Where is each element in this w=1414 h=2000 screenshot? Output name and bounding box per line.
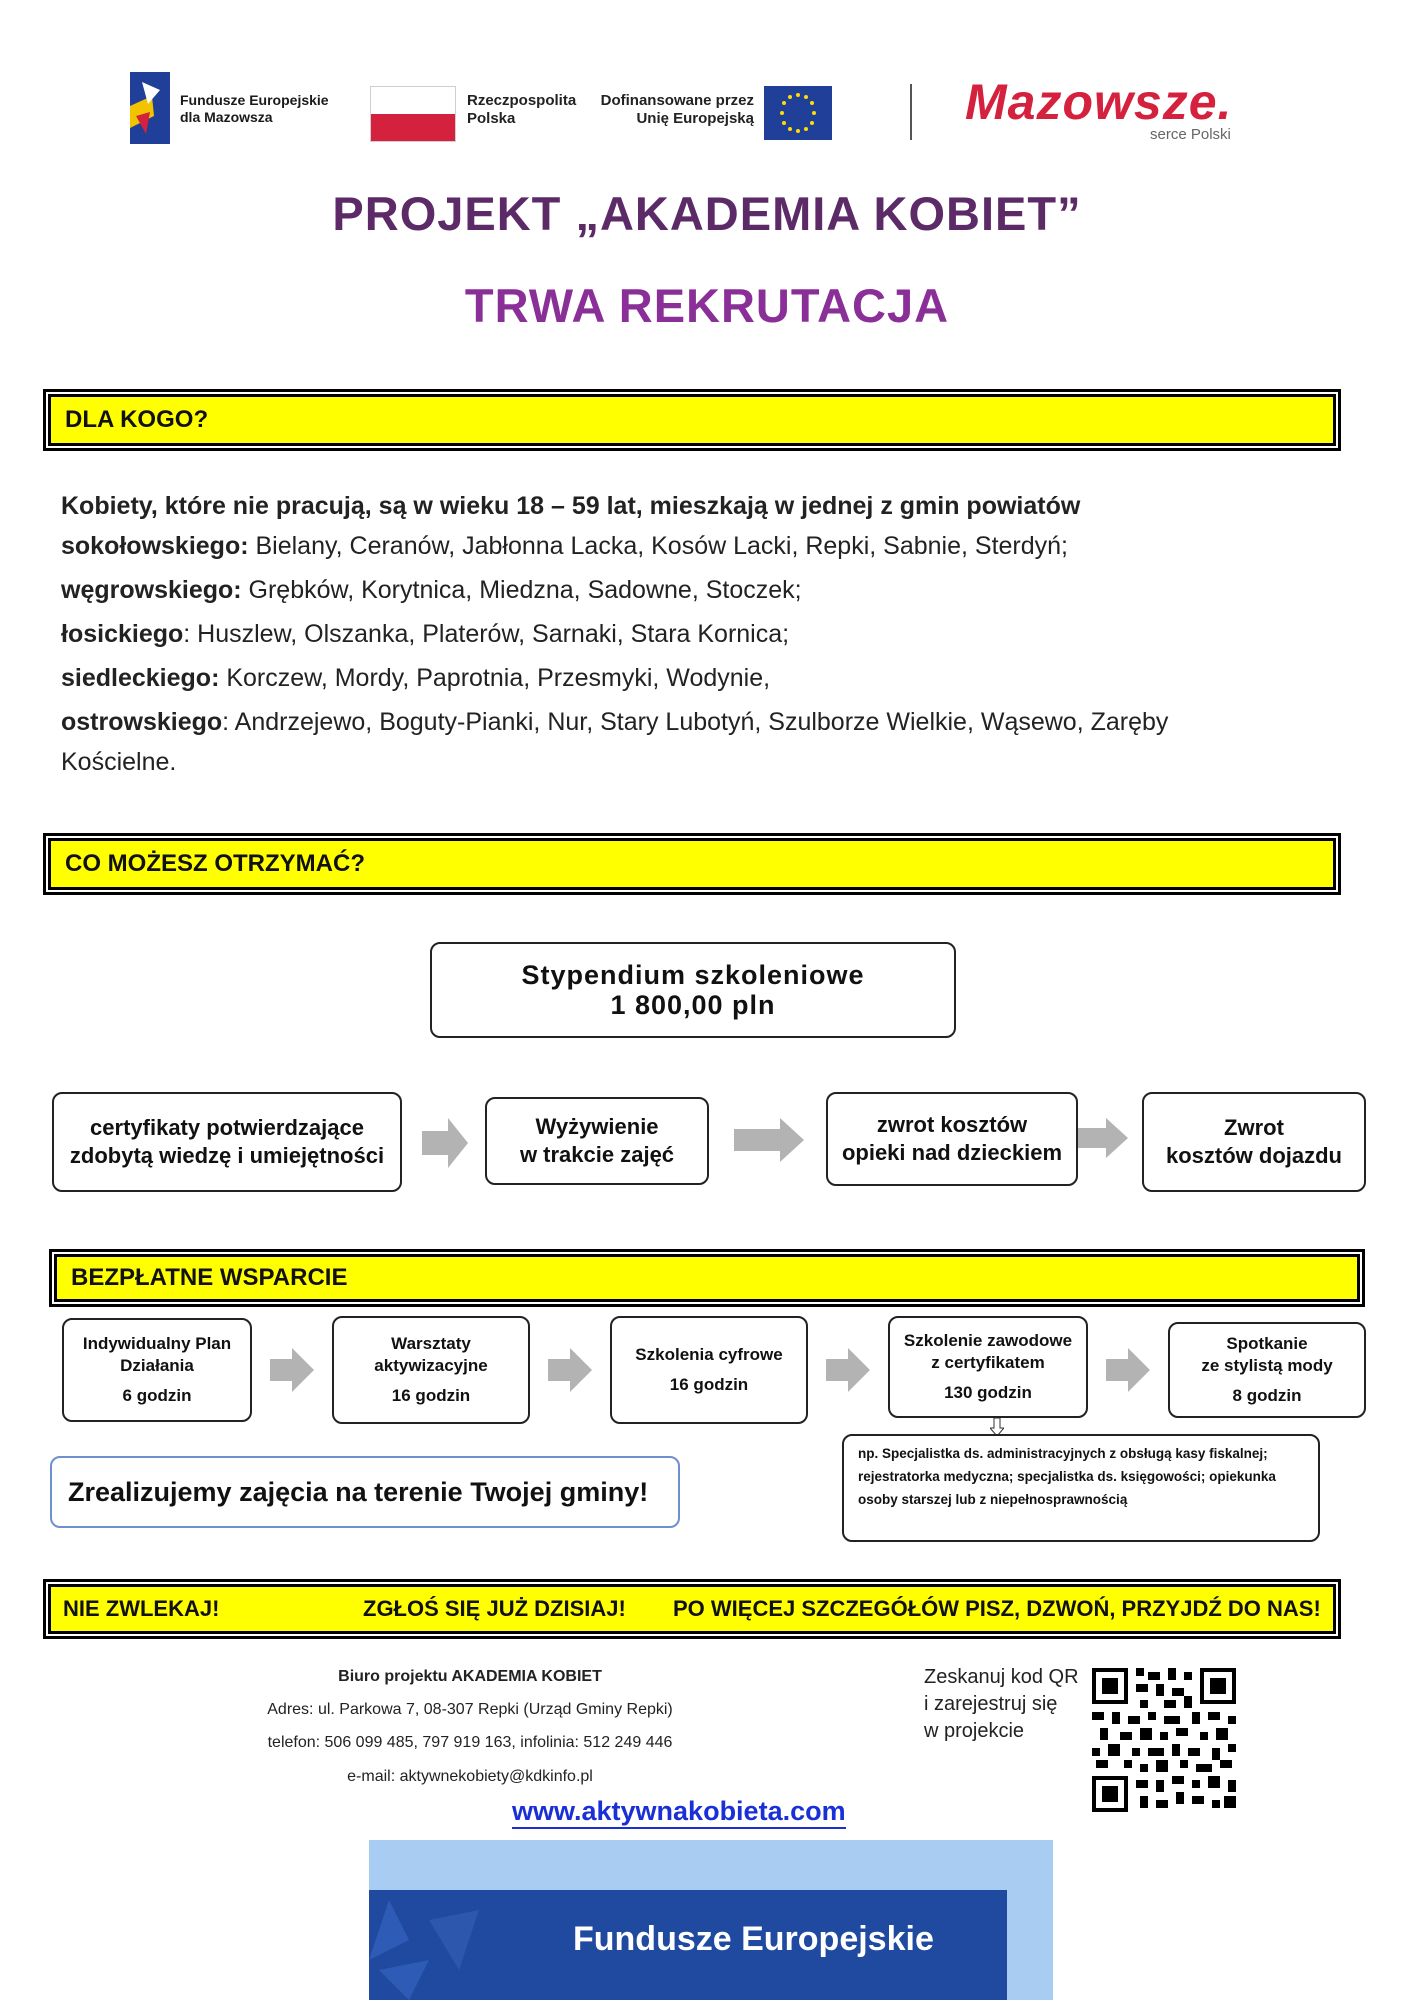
training-examples-box xyxy=(842,1434,1320,1542)
step-line1: Indywidualny Plan xyxy=(82,1334,232,1353)
flow-arrow-icon xyxy=(826,1348,870,1392)
training-examples-text: np. Specjalistka ds. administracyjnych z obsługą kasy fiskalnej; rejestratorka medyczna; specjalistka ds. księgowości; opiekunka osoby starszej lub z niepełnosprawnością xyxy=(858,1446,1276,1507)
local-note-text: Zrealizujemy zajęcia na terenie Twojej gminy! xyxy=(68,1476,649,1507)
support-step-box xyxy=(610,1316,808,1424)
page-title: PROJEKT „AKADEMIA KOBIET” xyxy=(332,187,1082,240)
district-name: węgrowskiego: xyxy=(61,576,242,604)
eu-funds-banner-inner xyxy=(369,1890,1007,2000)
district-gminy: Grębków, Korytnica, Miedzna, Sadowne, Stoczek; xyxy=(241,576,802,604)
district-name: siedleckiego: xyxy=(61,664,220,692)
benefit-line1: Zwrot xyxy=(1224,1115,1284,1140)
section-heading: CO MOŻESZ OTRZYMAĆ? xyxy=(65,850,365,877)
support-step-box xyxy=(332,1316,530,1424)
step-line2: Działania xyxy=(120,1356,194,1375)
qr-line1: Zeskanuj kod QR xyxy=(924,1666,1079,1688)
section-heading: BEZPŁATNE WSPARCIE xyxy=(71,1264,348,1291)
benefit-box xyxy=(52,1092,402,1192)
step-hours: 8 godzin xyxy=(1232,1386,1302,1405)
eu-funds-banner-text: Fundusze Europejskie xyxy=(573,1920,934,1958)
mazowsze-tagline: serce Polski xyxy=(1150,126,1231,143)
qr-code-icon[interactable] xyxy=(1092,1668,1236,1812)
step-line2: aktywizacyjne xyxy=(374,1356,488,1375)
district-line xyxy=(61,570,1361,610)
ue-logo-line1: Dofinansowane przez xyxy=(600,92,754,109)
district-name: ostrowskiego xyxy=(61,708,223,736)
benefit-line2: zdobytą wiedzę i umiejętności xyxy=(69,1143,385,1168)
stipend-box xyxy=(430,942,956,1038)
district-gminy: : Huszlew, Olszanka, Platerów, Sarnaki, Stara Kornica; xyxy=(183,620,790,648)
stars-decoration-icon xyxy=(369,1890,569,2000)
flow-arrow-icon xyxy=(422,1118,468,1168)
benefit-box xyxy=(485,1097,709,1185)
office-address: Adres: ul. Parkowa 7, 08-307 Repki (Urząd Gminy Repki) xyxy=(267,1701,673,1718)
district-line-continued: Kościelne. xyxy=(61,748,177,776)
local-note-box xyxy=(50,1456,680,1528)
benefit-box xyxy=(826,1092,1078,1186)
district-gminy: : Andrzejewo, Boguty-Pianki, Nur, Stary Lubotyń, Szulborze Wielkie, Wąsewo, Zaręby xyxy=(222,708,1169,736)
mazowsze-logo: Mazowsze. xyxy=(965,74,1233,130)
step-line2: ze stylistą mody xyxy=(1201,1356,1333,1375)
section-bar-dla-kogo xyxy=(48,394,1336,446)
benefit-line2: w trakcie zajęć xyxy=(519,1142,675,1167)
website-link[interactable]: www.aktywnakobieta.com xyxy=(512,1795,846,1829)
step-line1: Warsztaty xyxy=(391,1334,471,1353)
flow-arrow-icon xyxy=(548,1348,592,1392)
fundusze-europejskie-logo-icon xyxy=(130,72,170,144)
eu-funds-banner xyxy=(369,1840,1053,2000)
district-line xyxy=(61,614,1361,654)
fe-logo-line1: Fundusze Europejskie xyxy=(180,92,329,108)
benefit-line2: kosztów dojazdu xyxy=(1166,1143,1342,1168)
office-email: e-mail: aktywnekobiety@kdkinfo.pl xyxy=(347,1768,593,1785)
section-bar-co-mozesz-otrzymac xyxy=(48,838,1336,890)
section-heading: DLA KOGO? xyxy=(65,406,209,433)
benefit-line1: zwrot kosztów xyxy=(876,1112,1028,1137)
district-line xyxy=(61,526,1361,566)
eu-flag-icon xyxy=(764,86,832,140)
support-step-box xyxy=(888,1316,1088,1418)
support-step-box xyxy=(62,1318,252,1422)
rp-logo-line2: Polska xyxy=(467,110,516,127)
logo-strip xyxy=(110,64,1270,160)
step-line2: z certyfikatem xyxy=(931,1353,1045,1372)
district-name: łosickiego xyxy=(61,620,184,648)
rp-logo-line1: Rzeczpospolita xyxy=(467,92,577,109)
section-bar-bezplatne-wsparcie xyxy=(54,1254,1360,1302)
district-name: sokołowskiego: xyxy=(61,532,249,560)
page-subtitle: TRWA REKRUTACJA xyxy=(464,279,950,332)
eligibility-paragraph xyxy=(61,486,1361,782)
benefit-line1: Wyżywienie xyxy=(535,1114,659,1139)
step-hours: 130 godzin xyxy=(944,1383,1032,1402)
flow-arrow-icon xyxy=(270,1348,314,1392)
cta-part2: ZGŁOŚ SIĘ JUŻ DZISIAJ! xyxy=(363,1596,626,1621)
qr-line2: i zarejestruj się xyxy=(924,1693,1058,1715)
cta-part3: PO WIĘCEJ SZCZEGÓŁÓW PISZ, DZWOŃ, PRZYJDŹ DO NAS! xyxy=(673,1596,1321,1621)
step-line1: Spotkanie xyxy=(1226,1334,1308,1353)
stipend-label: Stypendium szkoleniowe xyxy=(521,960,865,990)
flow-arrow-icon xyxy=(1106,1348,1150,1392)
district-gminy: Bielany, Ceranów, Jabłonna Lacka, Kosów Lacki, Repki, Sabnie, Sterdyń; xyxy=(248,532,1068,560)
fe-logo-line2: dla Mazowsza xyxy=(180,109,273,125)
logo-separator xyxy=(910,84,912,140)
eligibility-intro: Kobiety, które nie pracują, są w wieku 18 – 59 lat, mieszkają w jednej z gmin powiatów xyxy=(61,492,1081,520)
step-hours: 6 godzin xyxy=(122,1386,192,1405)
benefit-line2: opieki nad dzieckiem xyxy=(841,1140,1063,1165)
ue-logo-line2: Unię Europejską xyxy=(636,110,754,127)
step-hours: 16 godzin xyxy=(391,1386,471,1405)
cta-part1: NIE ZWLEKAJ! xyxy=(63,1596,220,1621)
polish-flag-icon xyxy=(370,86,456,142)
step-line1: Szkolenia cyfrowe xyxy=(635,1345,783,1364)
district-line xyxy=(61,658,1361,698)
stipend-amount: 1 800,00 pln xyxy=(610,990,776,1020)
qr-line3: w projekcie xyxy=(924,1720,1025,1742)
flow-arrow-icon xyxy=(1078,1118,1128,1158)
step-hours: 16 godzin xyxy=(669,1375,749,1394)
district-line xyxy=(61,702,1361,742)
cta-bar xyxy=(48,1584,1336,1634)
benefit-box xyxy=(1142,1092,1366,1192)
support-step-box xyxy=(1168,1322,1366,1418)
qr-instructions xyxy=(924,1664,1079,1745)
district-gminy: Korczew, Mordy, Paprotnia, Przesmyki, Wodynie, xyxy=(219,664,771,692)
flow-arrow-icon xyxy=(734,1118,804,1162)
step-line1: Szkolenie zawodowe xyxy=(903,1331,1073,1350)
office-name: Biuro projektu AKADEMIA KOBIET xyxy=(338,1668,602,1685)
office-phone: telefon: 506 099 485, 797 919 163, infolinia: 512 249 446 xyxy=(267,1734,673,1751)
benefit-line1: certyfikaty potwierdzające xyxy=(90,1115,364,1140)
